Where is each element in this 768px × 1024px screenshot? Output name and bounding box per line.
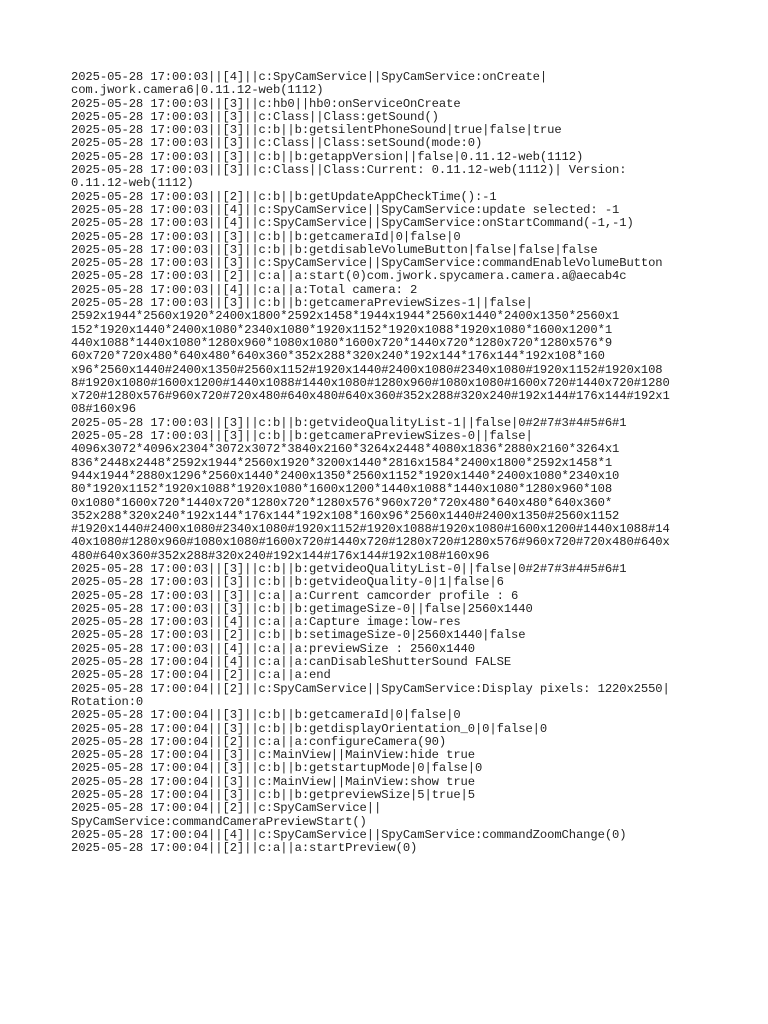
log-line: 2025-05-28 17:00:03||[3]||c:Class||Class:getSound() [71,109,439,124]
log-line: 2592x1944*2560x1920*2400x1800*2592x1458*1944x1944*2560x1440*2400x1350*2560x1 [71,309,620,324]
log-line: 2025-05-28 17:00:04||[3]||c:b||b:getcameraId|0|false|0 [71,708,461,723]
log-line: 2025-05-28 17:00:04||[3]||c:b||b:getpreviewSize|5|true|5 [71,788,475,803]
log-line: 2025-05-28 17:00:03||[4]||c:SpyCamService||SpyCamService:onStartCommand(-1,-1) [71,216,634,231]
log-line: 2025-05-28 17:00:03||[4]||c:a||a:Capture image:low-res [71,615,461,630]
log-line: 2025-05-28 17:00:04||[2]||c:SpyCamService||SpyCamService:Display pixels: 1220x2550| [71,681,670,696]
log-line: 0x1080*1600x720*1440x720*1280x720*1280x576*960x720*720x480*640x480*640x360* [71,495,613,510]
log-line: 2025-05-28 17:00:04||[2]||c:a||a:startPreview(0) [71,841,418,856]
log-line: 480#640x360#352x288#320x240#192x144#176x144#192x108#160x96 [71,548,490,563]
log-line: 2025-05-28 17:00:03||[3]||c:a||a:Current camcorder profile : 6 [71,588,519,603]
log-line: 2025-05-28 17:00:03||[3]||c:b||b:getvideoQualityList-1||false|0#2#7#3#4#5#6#1 [71,415,627,430]
log-line: 2025-05-28 17:00:03||[3]||c:b||b:getappVersion||false|0.11.12-web(1112) [71,149,584,164]
log-line: 152*1920x1440*2400x1080*2340x1080*1920x1152*1920x1088*1920x1080*1600x1200*1 [71,322,613,337]
log-line: 40x1080#1280x960#1080x1080#1600x720#1440x720#1280x720#1280x576#960x720#720x480#640x [71,535,670,550]
log-line: 944x1944*2880x1296*2560x1440*2400x1350*2560x1152*1920x1440*2400x1080*2340x10 [71,468,620,483]
log-line: 2025-05-28 17:00:03||[3]||c:b||b:getsilentPhoneSound|true|false|true [71,123,562,138]
log-line: x96*2560x1440#2400x1350#2560x1152#1920x1440#2400x1080#2340x1080#1920x1152#1920x108 [71,362,663,377]
log-line: 2025-05-28 17:00:04||[4]||c:SpyCamService||SpyCamService:commandZoomChange(0) [71,827,627,842]
log-line: 2025-05-28 17:00:04||[2]||c:a||a:end [71,668,331,683]
log-line: 2025-05-28 17:00:03||[3]||c:b||b:getcameraPreviewSizes-0||false| [71,429,533,444]
log-line: 2025-05-28 17:00:04||[4]||c:a||a:canDisableShutterSound FALSE [71,655,512,670]
log-line: 2025-05-28 17:00:04||[3]||c:MainView||MainView:hide true [71,748,475,763]
log-line: 2025-05-28 17:00:03||[3]||c:Class||Class:setSound(mode:0) [71,136,483,151]
log-line: 2025-05-28 17:00:03||[2]||c:a||a:start(0)com.jwork.spycamera.camera.a@aecab4c [71,269,627,284]
log-line: 836*2448x2448*2592x1944*2560x1920*3200x1440*2816x1584*2400x1800*2592x1458*1 [71,455,613,470]
log-line: #1920x1440#2400x1080#2340x1080#1920x1152#1920x1088#1920x1080#1600x1200#1440x1088#14 [71,522,670,537]
log-line: 60x720*720x480*640x480*640x360*352x288*320x240*192x144*176x144*192x108*160 [71,349,605,364]
log-line: 08#160x96 [71,402,136,417]
log-line: 2025-05-28 17:00:04||[2]||c:SpyCamService|| [71,801,382,816]
log-line: 352x288*320x240*192x144*176x144*192x108*160x96*2560x1440#2400x1350#2560x1152 [71,508,620,523]
log-line: 2025-05-28 17:00:03||[4]||c:SpyCamService||SpyCamService:update selected: -1 [71,202,620,217]
log-line: 2025-05-28 17:00:03||[4]||c:SpyCamService||SpyCamService:onCreate| [71,70,548,84]
log-line: 2025-05-28 17:00:03||[3]||c:b||b:getimageSize-0||false|2560x1440 [71,601,533,616]
log-line: 2025-05-28 17:00:03||[4]||c:a||a:previewSize : 2560x1440 [71,641,475,656]
log-text-block [71,71,699,856]
log-line: 2025-05-28 17:00:04||[3]||c:MainView||MainView:show true [71,774,475,789]
log-line: SpyCamService:commandCameraPreviewStart() [71,814,367,829]
log-line: 80*1920x1152*1920x1088*1920x1080*1600x1200*1440x1088*1440x1080*1280x960*108 [71,482,613,497]
log-line: 2025-05-28 17:00:04||[3]||c:b||b:getstartupMode|0|false|0 [71,761,483,776]
log-line: 4096x3072*4096x2304*3072x3072*3840x2160*3264x2448*4080x1836*2880x2160*3264x1 [71,442,620,457]
log-line: 2025-05-28 17:00:04||[3]||c:b||b:getdisplayOrientation_0|0|false|0 [71,721,548,736]
log-line: 8#1920x1080#1600x1200#1440x1088#1440x1080#1280x960#1080x1080#1600x720#1440x720#1280 [71,375,670,390]
log-line: 2025-05-28 17:00:03||[3]||c:b||b:getcameraPreviewSizes-1||false| [71,296,533,311]
log-line: 2025-05-28 17:00:03||[2]||c:b||b:getUpdateAppCheckTime():-1 [71,189,497,204]
log-line: 440x1088*1440x1080*1280x960*1080x1080*1600x720*1440x720*1280x720*1280x576*9 [71,335,613,350]
log-line: x720#1280x576#960x720#720x480#640x480#640x360#352x288#320x240#192x144#176x144#192x1 [71,389,670,404]
log-line: 2025-05-28 17:00:03||[4]||c:a||a:Total camera: 2 [71,282,418,297]
log-line: 2025-05-28 17:00:03||[3]||c:hb0||hb0:onServiceOnCreate [71,96,461,111]
log-line: 2025-05-28 17:00:03||[3]||c:b||b:getdisableVolumeButton|false|false|false [71,242,598,257]
log-line: 2025-05-28 17:00:03||[3]||c:Class||Class:Current: 0.11.12-web(1112)| Version: [71,163,627,178]
log-line: 2025-05-28 17:00:03||[3]||c:b||b:getcameraId|0|false|0 [71,229,461,244]
log-line: 2025-05-28 17:00:03||[3]||c:b||b:getvideoQualityList-0||false|0#2#7#3#4#5#6#1 [71,561,627,576]
log-line: 2025-05-28 17:00:03||[2]||c:b||b:setimageSize-0|2560x1440|false [71,628,526,643]
log-line: Rotation:0 [71,694,144,709]
log-line: 2025-05-28 17:00:03||[3]||c:b||b:getvideoQuality-0|1|false|6 [71,575,504,590]
log-line: 0.11.12-web(1112) [71,176,194,191]
log-line: com.jwork.camera6|0.11.12-web(1112) [71,83,324,98]
log-line: 2025-05-28 17:00:03||[3]||c:SpyCamService||SpyCamService:commandEnableVolumeButton [71,256,663,271]
log-line: 2025-05-28 17:00:04||[2]||c:a||a:configureCamera(90) [71,734,447,749]
